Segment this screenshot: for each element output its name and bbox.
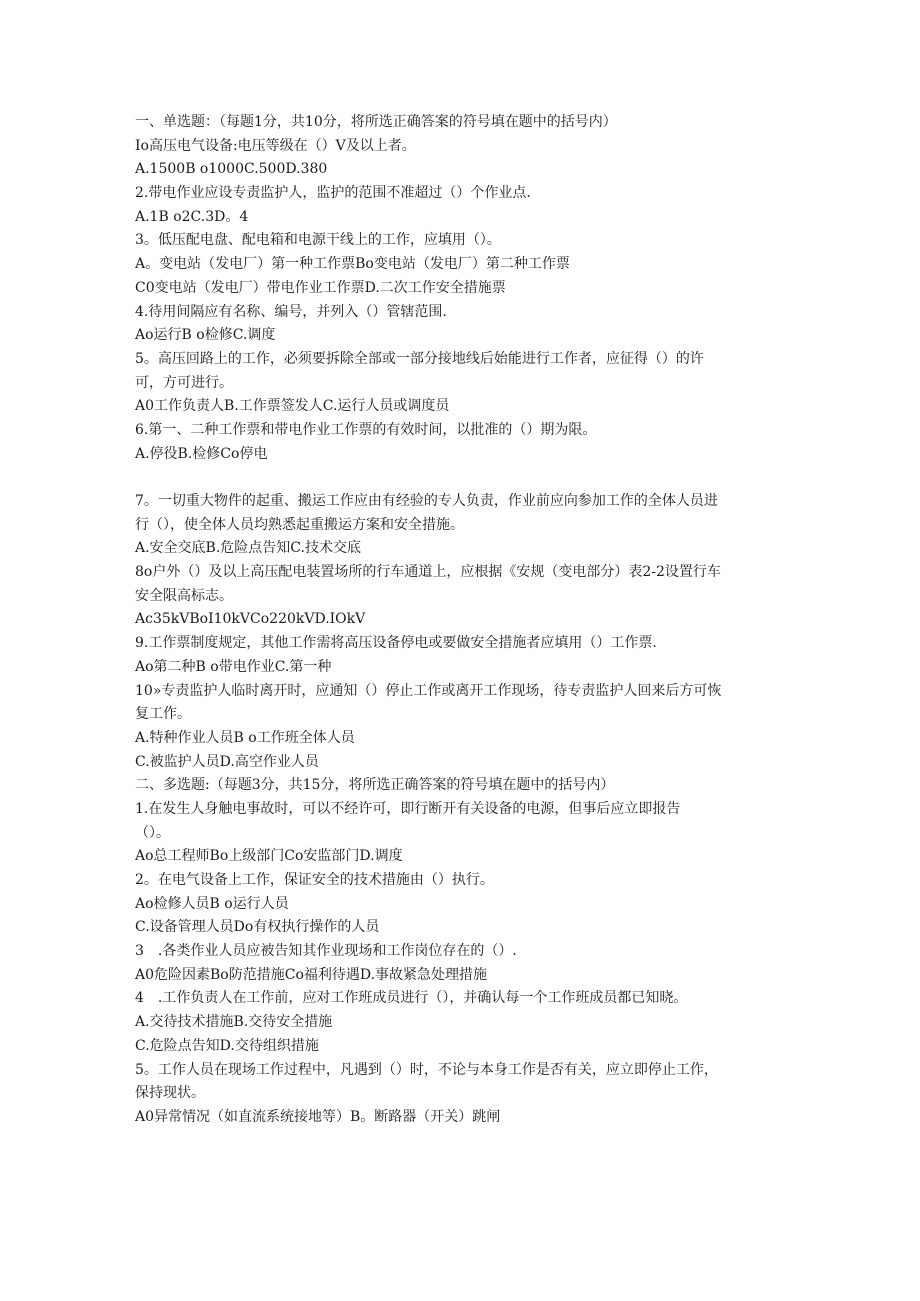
text-line: Ao总工程师Bo上级部门Co安监部门D.调度 — [135, 848, 403, 865]
text-line: A.交待技术措施B.交待安全措施 — [135, 1014, 333, 1031]
text-line: 9.工作票制度规定，其他工作需将高压设备停电或要做安全措施者应填用（）工作票. — [135, 635, 657, 652]
text-line: 4 .工作负责人在工作前，应对工作班成员进行（），并确认每一个工作班成员都已知晓。 — [135, 990, 688, 1007]
text-line: Ac35kVBoI10kVCo220kVD.IOkV — [135, 611, 366, 628]
text-line: Io高压电气设备:电压等级在（）V及以上者。 — [135, 137, 416, 154]
text-line: 2。在电气设备上工作，保证安全的技术措施由（）执行。 — [135, 872, 494, 888]
text-line: 7。一切重大物件的起重、搬运工作应由有经验的专人负责，作业前应向参加工作的全体人员进 — [135, 493, 718, 509]
text-line: A.安全交底B.危险点告知C.技术交底 — [135, 540, 361, 557]
text-line: A。变电站（发电厂）第一种工作票Bo变电站（发电厂）第二种工作票 — [135, 256, 570, 273]
text-line: C.危险点告知D.交待组织措施 — [135, 1037, 319, 1054]
document-body — [135, 111, 795, 1130]
blank-line — [135, 466, 795, 490]
text-line: 3 .各类作业人员应被告知其作业现场和工作岗位存在的（）. — [135, 943, 517, 960]
text-line: 行（），使全体人员均熟悉起重搬运方案和安全措施。 — [135, 516, 464, 533]
text-line: C.设备管理人员Do有权执行操作的人员 — [135, 919, 380, 936]
text-line: A0危险因素Bo防范措施Co福利待遇D.事故紧急处理措施 — [135, 966, 488, 983]
text-line: 可，方可进行。 — [135, 374, 233, 391]
text-line: A0工作负责人B.工作票签发人C.运行人员或调度员 — [135, 398, 450, 415]
text-line: 一、单选题：（每题1分，共10分，将所选正确答案的符号填在题中的括号内） — [135, 114, 617, 130]
text-line: 3。低压配电盘、配电箱和电源干线上的工作，应填用（）。 — [135, 232, 501, 249]
text-line: A.1B o2C.3D。4 — [135, 208, 249, 225]
text-line: 8o户外（）及以上高压配电装置场所的行车通道上，应根据《安规（变电部分）表2-2设置行车 — [135, 564, 721, 581]
text-line: 安全限高标志。 — [135, 587, 233, 604]
text-line: Ao运行B o检修C.调度 — [135, 327, 276, 344]
text-line: 5。高压回路上的工作，必须要拆除全部或一部分接地线后始能进行工作者，应征得（）的许 — [135, 350, 704, 367]
text-line: A.1500B o1000C.500D.380 — [135, 161, 328, 178]
text-line: A.停役B.检修Co停电 — [135, 445, 268, 462]
text-line: A0异常情况（如直流系统接地等）B。断路器（开关）跳闸 — [135, 1108, 501, 1125]
text-line: 5。工作人员在现场工作过程中，凡遇到（）时，不论与本身工作是否有关，应立即停止工作， — [135, 1061, 718, 1078]
text-line: 6.第一、二种工作票和带电作业工作票的有效时间，以批准的（）期为限。 — [135, 421, 597, 438]
text-line: 复工作。 — [135, 706, 191, 723]
text-line: 1.在发生人身触电事故时，可以不经许可，即行断开有关设备的电源，但事后应立即报告 — [135, 800, 681, 817]
text-line: （）。 — [135, 824, 170, 841]
text-line: 保持现状。 — [135, 1085, 205, 1102]
text-line: C.被监护人员D.高空作业人员 — [135, 753, 319, 770]
text-line: 10»专责监护人临时离开时，应通知（）停止工作或离开工作现场，待专责监护人回来后方可恢 — [135, 682, 722, 699]
text-line: 二、多选题:（每题3分，共15分，将所选正确答案的符号填在题中的括号内） — [135, 777, 615, 794]
text-line: C0变电站（发电厂）带电作业工作票D.二次工作安全措施票 — [135, 279, 506, 296]
text-line: Ao第二种B o带电作业C.第一种 — [135, 658, 332, 675]
text-line: 4.待用间隔应有名称、编号，并列入（）管辖范围. — [135, 303, 447, 320]
text-line: Ao检修人员B o运行人员 — [135, 895, 289, 912]
text-line: 2.带电作业应设专责监护人，监护的范围不准超过（）个作业点. — [135, 185, 531, 202]
text-line: A.特种作业人员B o工作班全体人员 — [135, 729, 355, 746]
